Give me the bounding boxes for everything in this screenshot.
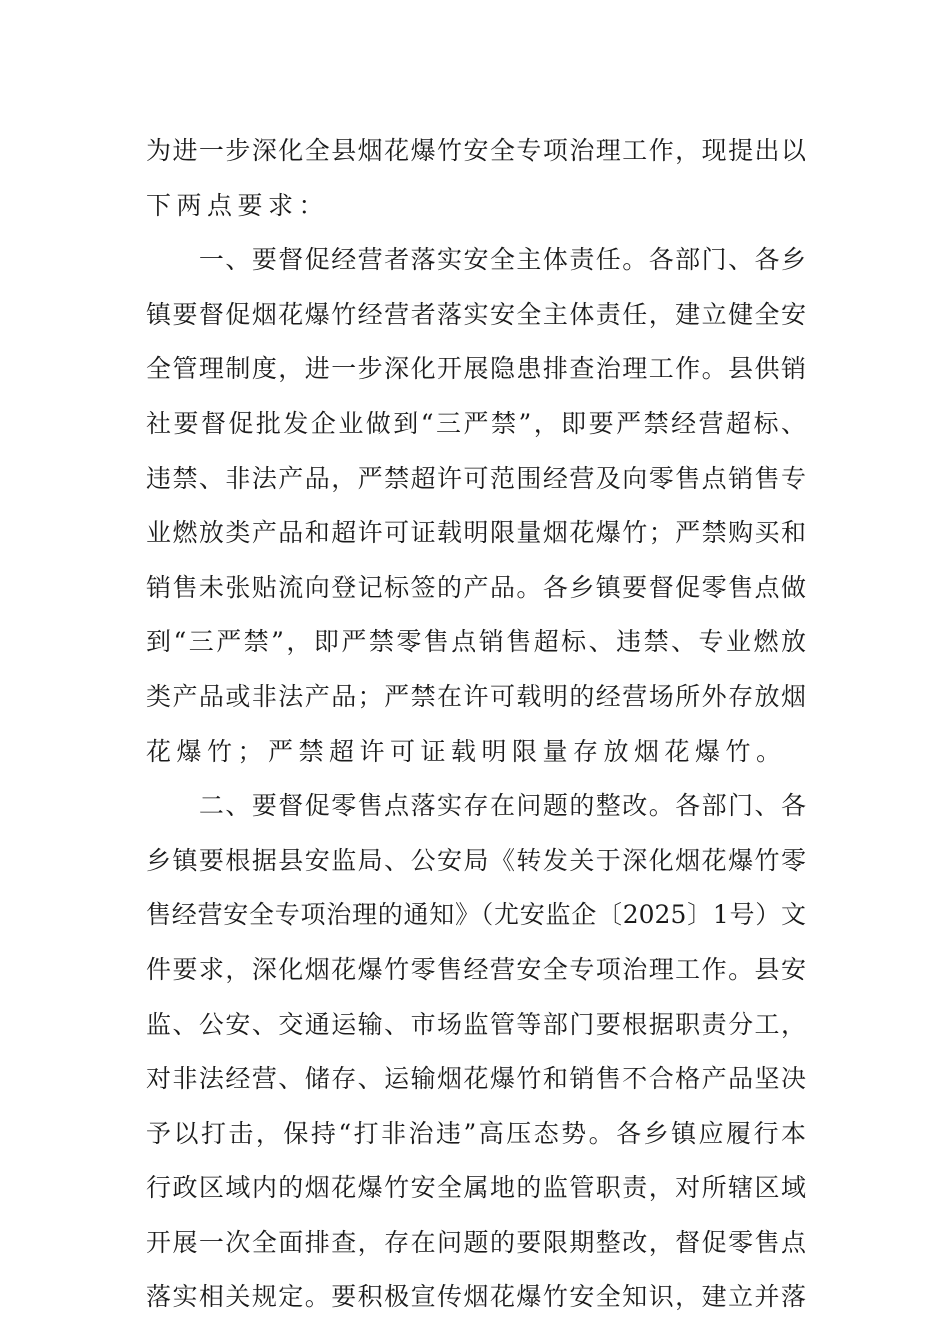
- document-body: [146, 124, 806, 1325]
- text-line: 对非法经营、储存、运输烟花爆竹和销售不合格产品坚决: [146, 1064, 806, 1094]
- text-line: 落实相关规定。要积极宣传烟花爆竹安全知识，建立并落: [146, 1282, 806, 1312]
- text-line: 下两点要求：: [146, 190, 330, 220]
- text-line: 件要求，深化烟花爆竹零售经营安全专项治理工作。县安: [146, 954, 806, 984]
- text-line: 违禁、非法产品，严禁超许可范围经营及向零售点销售专: [146, 463, 806, 493]
- text-line: 行政区域内的烟花爆竹安全属地的监管职责，对所辖区域: [146, 1173, 806, 1203]
- text-line: 开展一次全面排查，存在问题的要限期整改，督促零售点: [146, 1227, 806, 1257]
- text-line: 乡镇要根据县安监局、公安局《转发关于深化烟花爆竹零: [146, 845, 806, 875]
- text-line: 到“三严禁”，即严禁零售点销售超标、违禁、专业燃放: [146, 627, 806, 657]
- text-line: 一、要督促经营者落实安全主体责任。各部门、各乡: [146, 245, 806, 275]
- text-line: 全管理制度，进一步深化开展隐患排查治理工作。县供销: [146, 354, 806, 384]
- text-line: 社要督促批发企业做到“三严禁”，即要严禁经营超标、: [146, 408, 806, 438]
- text-line: 为进一步深化全县烟花爆竹安全专项治理工作，现提出以: [146, 136, 806, 165]
- text-line: 花爆竹；严禁超许可证载明限量存放烟花爆竹。: [146, 736, 787, 766]
- text-line: 业燃放类产品和超许可证载明限量烟花爆竹；严禁购买和: [146, 518, 806, 548]
- text-line: 类产品或非法产品；严禁在许可载明的经营场所外存放烟: [146, 681, 806, 711]
- text-line: 予以打击，保持“打非治违”高压态势。各乡镇应履行本: [146, 1118, 806, 1148]
- text-line: 二、要督促零售点落实存在问题的整改。各部门、各: [146, 791, 806, 821]
- text-line: 售经营安全专项治理的通知》（尤安监企〔2025〕1号）文: [146, 900, 806, 930]
- text-line: 镇要督促烟花爆竹经营者落实安全主体责任，建立健全安: [146, 299, 806, 329]
- text-line: 监、公安、交通运输、市场监管等部门要根据职责分工，: [146, 1009, 806, 1039]
- text-line: 销售未张贴流向登记标签的产品。各乡镇要督促零售点做: [146, 572, 806, 602]
